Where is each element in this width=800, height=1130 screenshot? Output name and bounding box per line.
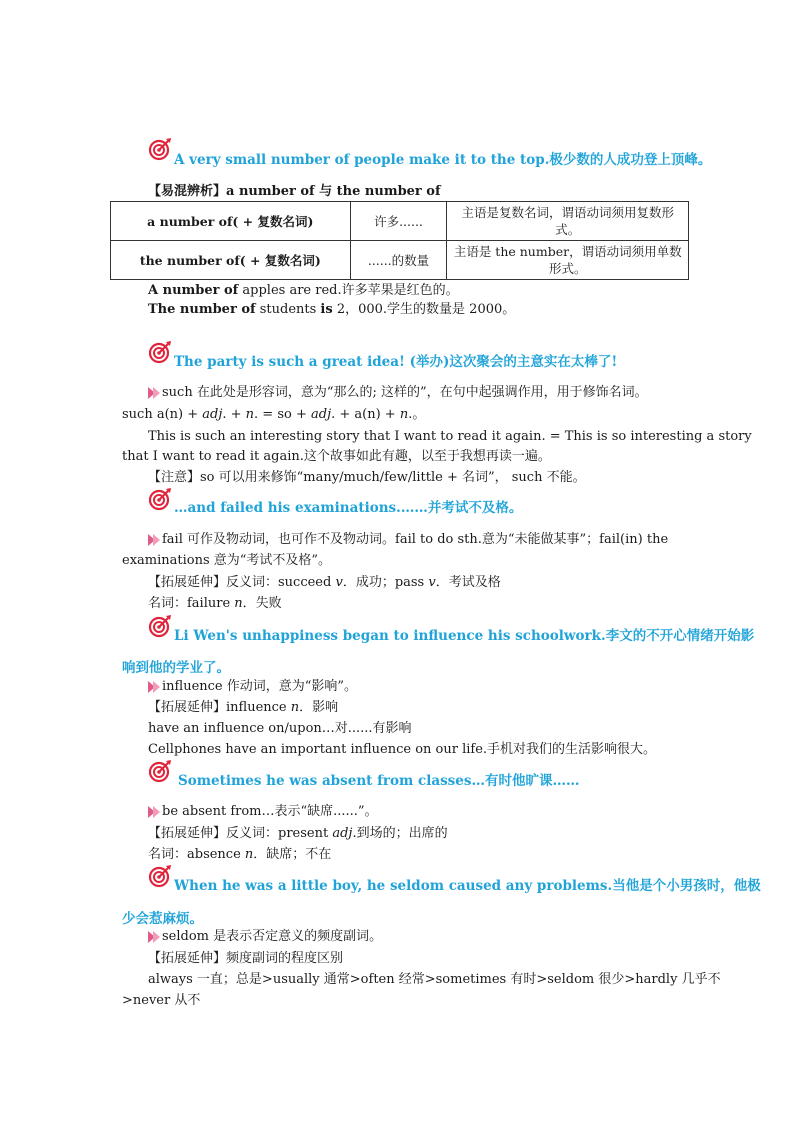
example-sentence: Cellphones have an important influence on our life.手机对我们的生活影响很大。 <box>148 742 657 757</box>
frequency-scale-line: >never 从不 <box>122 993 201 1008</box>
extension-part: v <box>428 575 436 590</box>
extension-line: 【拓展延伸】频度副词的程度区别 <box>148 951 344 966</box>
section-heading: When he was a little boy, he seldom caused any problems.当他是个小男孩时，他极 <box>174 878 761 894</box>
extension-line <box>148 824 448 844</box>
formula-part: adj <box>202 407 223 422</box>
extension-part: 名词：absence <box>148 847 245 862</box>
example-text: apples are red.许多苹果是红色的。 <box>238 283 459 298</box>
extension-part: ．缺席；不在 <box>253 847 332 862</box>
table-row <box>111 241 689 280</box>
example-sentence <box>148 300 515 320</box>
explanation-line <box>148 927 382 947</box>
table-cell: a number of( + 复数名词) <box>111 202 351 241</box>
target-icon <box>148 759 172 783</box>
extension-part: 【拓展延伸】反义词：present <box>148 826 333 841</box>
table-cell: ......的数量 <box>350 241 447 280</box>
section-heading: Sometimes he was absent from classes…有时他旷课…… <box>178 773 580 789</box>
explanation-line <box>148 530 668 550</box>
arrow-bullet-icon <box>148 534 161 546</box>
target-icon <box>148 614 172 638</box>
frequency-scale-line: always 一直；总是>usually 通常>often 经常>sometimes 有时>seldom 很少>hardly 几乎不 <box>148 972 721 987</box>
extension-part: ．影响 <box>299 700 339 715</box>
note-line: 【注意】so 可以用来修饰“many/much/few/little + 名词”， such 不能。 <box>148 470 586 485</box>
formula-part: such a(n) + <box>122 407 203 422</box>
extension-part: n <box>244 847 254 862</box>
section-heading: The party is such a great idea! (举办)这次聚会的主意实在太棒了! <box>174 354 618 370</box>
extension-part: v <box>335 575 343 590</box>
example-keyword: The number of <box>148 302 256 317</box>
table-cell: 许多...... <box>350 202 447 241</box>
section-heading-continued: 少会惹麻烦。 <box>122 911 203 927</box>
example-text: 2，000.学生的数量是 2000。 <box>332 302 516 317</box>
extension-part: ．成功；pass <box>342 575 429 590</box>
formula-part: . + a(n) + <box>331 407 400 422</box>
section-heading: …and failed his examinations.……并考试不及格。 <box>174 500 523 516</box>
table-cell: 主语是复数名词，谓语动词须用复数形式。 <box>447 202 689 241</box>
example-text: students <box>255 302 321 317</box>
extension-part: n <box>290 700 300 715</box>
table-row <box>111 202 689 241</box>
explanation-line <box>148 802 378 822</box>
formula-line <box>122 405 425 425</box>
formula-part: n <box>245 407 255 422</box>
label-confusion-analysis: 【易混辨析】a number of 与 the number of <box>148 184 441 199</box>
extension-part: .到场的；出席的 <box>352 826 448 841</box>
table-cell: the number of( + 复数名词) <box>111 241 351 280</box>
extension-part: n <box>234 596 243 611</box>
formula-part: . = so + <box>254 407 311 422</box>
extension-line <box>148 573 501 593</box>
arrow-bullet-icon <box>148 387 161 399</box>
example-keyword: A number of <box>148 283 239 298</box>
example-sentence <box>148 281 459 301</box>
extension-line <box>148 698 338 718</box>
extension-part: 名词：failure <box>148 596 235 611</box>
example-sentence: This is such an interesting story that I want to read it again. = This is so interesting a story <box>148 429 752 444</box>
explanation-line <box>148 383 648 403</box>
example-sentence: that I want to read it again.这个故事如此有趣，以至于我想再读一遍。 <box>122 449 551 464</box>
explanation-text: fail 可作及物动词，也可作不及物动词。fail to do sth.意为“未能做某事”；fail(in) the <box>162 532 669 547</box>
extension-part: 【拓展延伸】反义词：succeed <box>148 575 336 590</box>
target-icon <box>148 487 172 511</box>
arrow-bullet-icon <box>148 806 161 818</box>
formula-part: adj <box>311 407 332 422</box>
explanation-line <box>148 677 357 697</box>
section-heading-continued: 响到他的学业了。 <box>122 660 230 676</box>
explanation-line: examinations 意为“考试不及格”。 <box>122 553 332 568</box>
extension-part: ．失败 <box>242 596 282 611</box>
arrow-bullet-icon <box>148 681 161 693</box>
extension-line <box>148 845 331 865</box>
phrase-line: have an influence on/upon…对......有影响 <box>148 721 412 736</box>
section-heading: A very small number of people make it to the top.极少数的人成功登上顶峰。 <box>174 152 712 168</box>
extension-part: 【拓展延伸】influence <box>148 700 291 715</box>
example-keyword: is <box>320 302 333 317</box>
section-heading: Li Wen's unhappiness began to influence his schoolwork.李文的不开心情绪开始影 <box>174 628 755 644</box>
explanation-text: seldom 是表示否定意义的频度副词。 <box>162 929 383 944</box>
formula-part: n <box>399 407 409 422</box>
formula-part: . + <box>222 407 246 422</box>
explanation-text: such 在此处是形容词，意为“那么的; 这样的”，在句中起强调作用，用于修饰名词。 <box>162 385 648 400</box>
target-icon <box>148 137 172 161</box>
extension-line <box>148 594 282 614</box>
extension-part: ．考试及格 <box>435 575 501 590</box>
formula-part: .。 <box>408 407 426 422</box>
explanation-text: be absent from…表示“缺席......”。 <box>162 804 378 819</box>
extension-part: adj <box>332 826 353 841</box>
table-cell: 主语是 the number，谓语动词须用单数形式。 <box>447 241 689 280</box>
arrow-bullet-icon <box>148 931 161 943</box>
target-icon <box>148 340 172 364</box>
explanation-text: influence 作动词，意为“影响”。 <box>162 679 358 694</box>
target-icon <box>148 864 172 888</box>
comparison-table <box>110 201 689 280</box>
